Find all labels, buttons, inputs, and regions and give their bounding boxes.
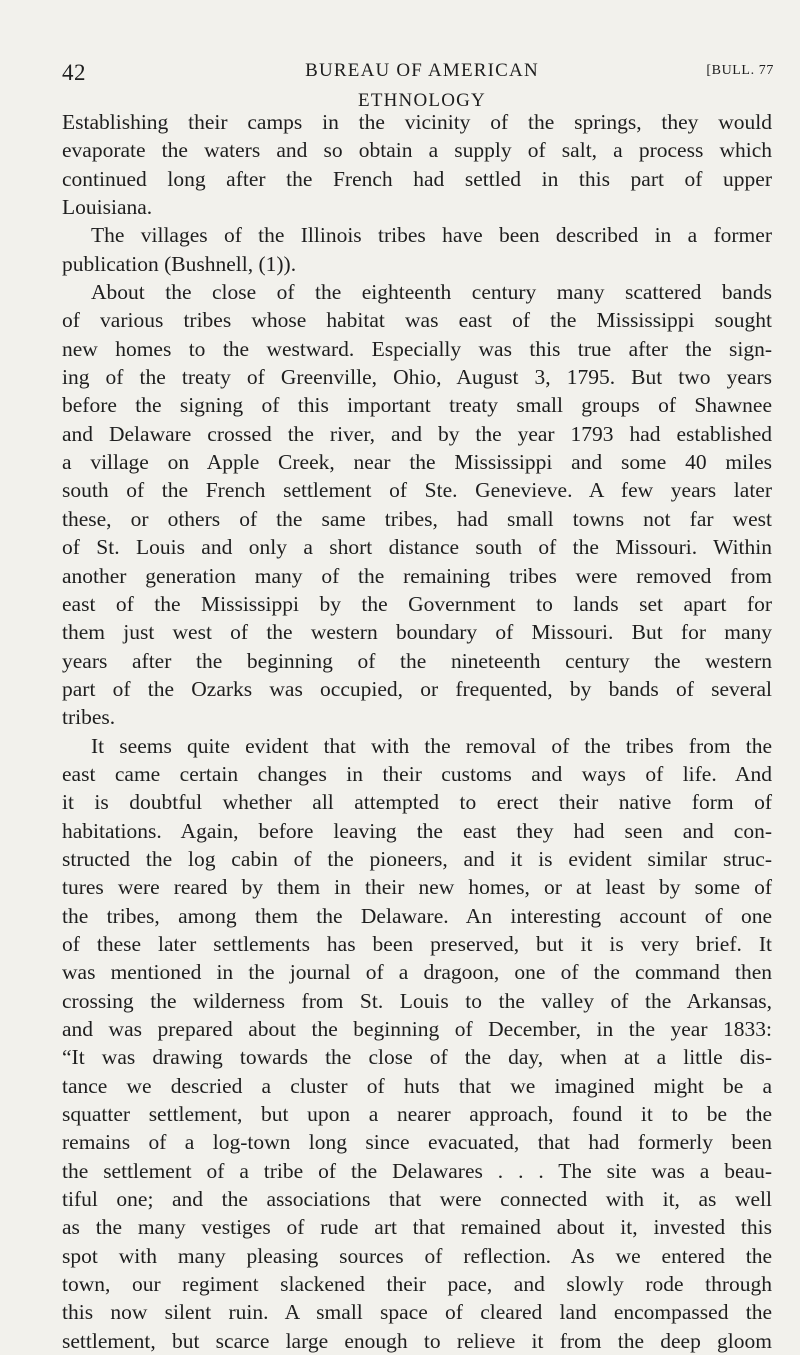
text-line: publication (Bushnell, (1)).	[62, 251, 297, 276]
text-line: squatter settlement, but upon a nearer approach, found it to be the	[62, 1102, 772, 1127]
text-line: years after the beginning of the nineteenth century the western	[62, 648, 772, 673]
text-line: town, our regiment slackened their pace, and slowly rode through	[62, 1272, 772, 1297]
text-line: them just west of the western boundary of Missouri. But for many	[62, 620, 772, 645]
text-line: “It was drawing towards the close of the day, when at a little dis-	[62, 1045, 772, 1070]
text-line: Establishing their camps in the vicinity of the springs, they would	[62, 110, 772, 134]
text-line: of St. Louis and only a short distance south of the Missouri. Within	[62, 535, 772, 560]
text-line: east of the Mississippi by the Government to lands set apart for	[62, 591, 772, 616]
text-line: crossing the wilderness from St. Louis to the valley of the Arkansas,	[62, 988, 772, 1013]
bulletin-reference: [BULL. 77	[706, 63, 774, 78]
text-line: Louisiana.	[62, 195, 153, 220]
text-line: and Delaware crossed the river, and by the year 1793 had established	[62, 421, 772, 446]
text-line: this now silent ruin. A small space of cleared land encompassed the	[62, 1300, 772, 1325]
journal-title: BUREAU OF AMERICAN ETHNOLOGY	[305, 60, 539, 111]
running-head	[62, 56, 774, 111]
text-line: a village on Apple Creek, near the Mississippi and some 40 miles	[62, 450, 772, 475]
text-line: new homes to the westward. Especially was this true after the sign-	[62, 336, 772, 361]
text-line: south of the French settlement of Ste. Genevieve. A few years later	[62, 478, 772, 503]
text-line: the tribes, among them the Delaware. An interesting account of one	[62, 903, 772, 928]
text-line: tance we descried a cluster of huts that we imagined might be a	[62, 1073, 772, 1098]
text-line: the settlement of a tribe of the Delawares . . . The site was a beau-	[62, 1158, 772, 1183]
text-line: tribes.	[62, 705, 116, 730]
text-line: settlement, but scarce large enough to relieve it from the deep gloom	[62, 1328, 772, 1353]
text-line: tures were reared by them in their new homes, or at least by some of	[62, 875, 772, 900]
text-line: east came certain changes in their customs and ways of life. And	[62, 761, 772, 786]
text-line: structed the log cabin of the pioneers, and it is evident similar struc-	[62, 846, 772, 871]
text-line: About the close of the eighteenth century many scattered bands	[91, 280, 772, 305]
body-text	[62, 108, 772, 1355]
text-line: The villages of the Illinois tribes have been described in a former	[91, 223, 772, 248]
text-line: It seems quite evident that with the removal of the tribes from the	[91, 733, 772, 758]
text-line: spot with many pleasing sources of reflection. As we entered the	[62, 1243, 772, 1268]
text-line: continued long after the French had settled in this part of upper	[62, 166, 772, 191]
text-line: as the many vestiges of rude art that remained about it, invested this	[62, 1215, 772, 1240]
text-line: ing of the treaty of Greenville, Ohio, August 3, 1795. But two years	[62, 365, 772, 390]
text-line: tiful one; and the associations that were connected with it, as well	[62, 1187, 772, 1212]
text-line: it is doubtful whether all attempted to erect their native form of	[62, 790, 772, 815]
text-line: and was prepared about the beginning of December, in the year 1833:	[62, 1017, 772, 1041]
text-line: these, or others of the same tribes, had small towns not far west	[62, 506, 772, 531]
text-line: before the signing of this important treaty small groups of Shawnee	[62, 393, 772, 418]
page-number: 42	[62, 60, 86, 85]
text-line: remains of a log-town long since evacuated, that had formerly been	[62, 1130, 772, 1155]
text-line: evaporate the waters and so obtain a supply of salt, a process which	[62, 138, 772, 163]
text-line: part of the Ozarks was occupied, or frequented, by bands of several	[62, 676, 772, 701]
text-line: another generation many of the remaining tribes were removed from	[62, 563, 772, 588]
text-line: of various tribes whose habitat was east of the Mississippi sought	[62, 308, 772, 333]
text-line: of these later settlements has been preserved, but it is very brief. It	[62, 931, 772, 956]
text-line: was mentioned in the journal of a dragoon, one of the command then	[62, 960, 772, 985]
text-line: habitations. Again, before leaving the east they had seen and con-	[62, 818, 772, 843]
